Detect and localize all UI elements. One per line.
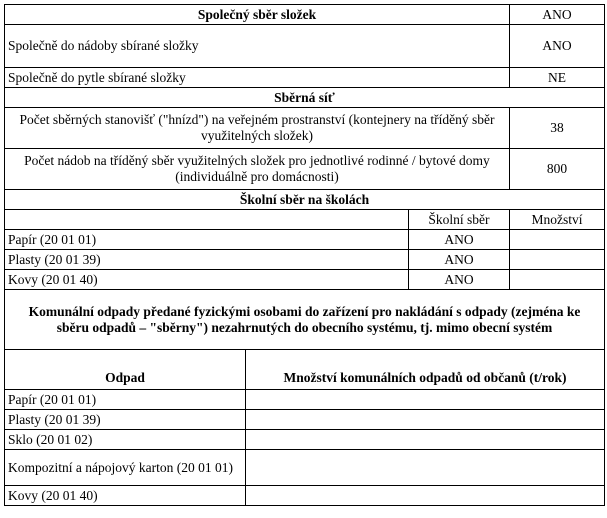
row-mnozstvi [510,250,605,270]
row-value [246,390,605,410]
row-label: Plasty (20 01 39) [5,250,409,270]
table-row [5,450,605,486]
row-label: Společně do pytle sbírané složky [5,68,510,88]
collection-table [4,4,605,190]
network-header: Sběrná síť [5,88,605,108]
row-label: Papír (20 01 01) [5,230,409,250]
row-skolni: ANO [409,230,510,250]
table-row [5,108,605,149]
row-value [246,430,605,450]
row-label: Počet sběrných stanovišť ("hnízd") na veřejném prostranství (kontejnery na tříděný sběr využitelných složek) [5,108,510,149]
table-row [5,410,605,430]
row-value: 38 [510,108,605,149]
row-label: Kompozitní a nápojový karton (20 01 01) [5,450,246,486]
table-row [5,250,605,270]
school-column-header-row [5,210,605,230]
row-label: Počet nádob na tříděný sběr využitelných složek pro jednotlivé rodinné / bytové domy (individuálně pro domácnosti) [5,149,510,190]
empty-cell [5,210,409,230]
column-header-mnozstvi: Množství komunálních odpadů od občanů (t/rok) [246,350,605,390]
municipal-header-row [5,290,605,350]
table-row [5,270,605,290]
row-label: Kovy (20 01 40) [5,486,246,506]
row-mnozstvi [510,270,605,290]
row-label: Papír (20 01 01) [5,390,246,410]
row-value: NE [510,68,605,88]
column-header-mnozstvi: Množství [510,210,605,230]
network-header-row [5,88,605,108]
column-header-skolni: Školní sběr [409,210,510,230]
school-collection-table [4,189,605,290]
table-row [5,68,605,88]
common-collection-header: Společný sběr složek [5,5,510,25]
table-row [5,230,605,250]
row-value: ANO [510,25,605,68]
row-value [246,450,605,486]
common-collection-header-row [5,5,605,25]
table-row [5,25,605,68]
table-row [5,390,605,410]
row-value [246,486,605,506]
row-skolni: ANO [409,250,510,270]
school-header-row [5,190,605,210]
municipal-header: Komunální odpady předané fyzickými osobami do zařízení pro nakládání s odpady (zejména ke sběru odpadů – "sběrny") nezahrnutých do obecního systému, tj. mimo obecní systém [5,290,605,350]
common-collection-value: ANO [510,5,605,25]
table-row [5,486,605,506]
row-label: Kovy (20 01 40) [5,270,409,290]
table-row [5,149,605,190]
row-label: Společně do nádoby sbírané složky [8,38,199,53]
row-mnozstvi [510,230,605,250]
municipal-waste-table [4,289,605,506]
row-skolni: ANO [409,270,510,290]
row-label: Plasty (20 01 39) [5,410,246,430]
row-value [246,410,605,430]
row-label: Sklo (20 01 02) [5,430,246,450]
school-header: Školní sběr na školách [5,190,605,210]
municipal-column-header-row [5,350,605,390]
row-value: 800 [510,149,605,190]
column-header-odpad: Odpad [5,350,246,390]
table-row [5,430,605,450]
